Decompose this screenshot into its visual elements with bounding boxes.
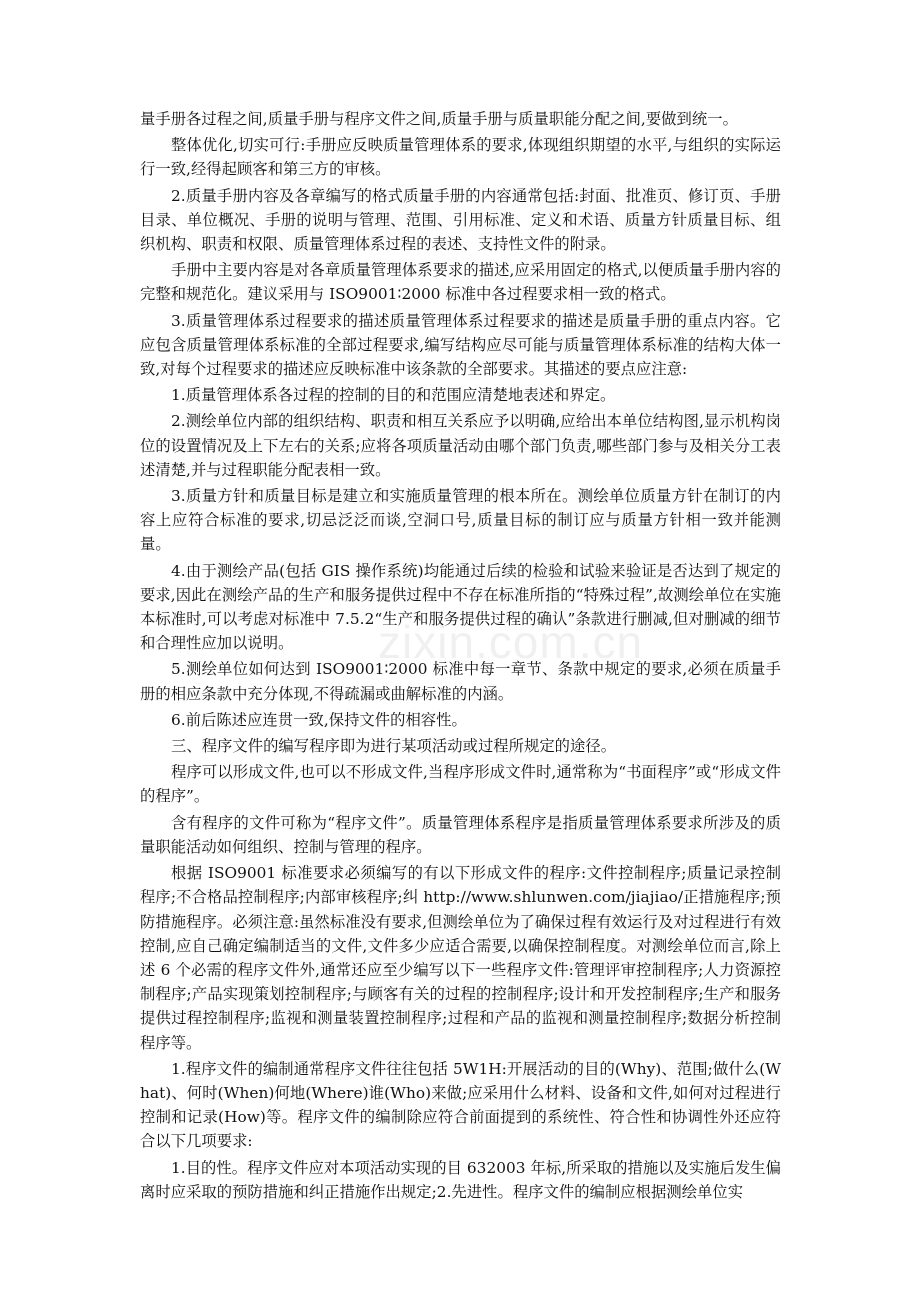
- paragraph: 含有程序的文件可称为“程序文件”。质量管理体系程序是指质量管理体系要求所涉及的质量职能活动如何组织、控制与管理的程序。: [140, 813, 781, 856]
- paragraph: 6.前后陈述应连贯一致,保持文件的相容性。: [171, 710, 467, 729]
- paragraph: 2.质量手册内容及各章编写的格式质量手册的内容通常包括:封面、批准页、修订页、手册目录、单位概况、手册的说明与管理、范围、引用标准、定义和术语、质量方针质量目标、组织机构、职责和权限、质量管理体系过程的表述、支持性文件的附录。: [140, 186, 781, 254]
- paragraph: 3.质量管理体系过程要求的描述质量管理体系过程要求的描述是质量手册的重点内容。它应包含质量管理体系标准的全部过程要求,编写结构应尽可能与质量管理体系标准的结构大体一致,对每个过程要求的描述应反映标准中该条款的全部要求。其描述的要点应注意:: [140, 311, 781, 379]
- document-body: [140, 107, 781, 1206]
- watermark: zixin.com.cn: [378, 616, 644, 668]
- paragraph: 量手册各过程之间,质量手册与程序文件之间,质量手册与质量职能分配之间,要做到统一。: [140, 110, 738, 128]
- paragraph: 根据 ISO9001 标准要求必须编写的有以下形成文件的程序:文件控制程序;质量记录控制程序;不合格品控制程序;内部审核程序;纠 http://www.shlunwen.com/jiajiao/正措施程序;预防措施程序。必须注意:虽然标准没有要求,但测绘单位为了确保过程有效运行及对过程进行有效控制,应自己确定编制适当的文件,文件多少应适合需要,以确保控制程度。对测绘单位而言,除上述 6 个必需的程序文件外,通常还应至少编写以下一些程序文件:管理评审控制程序;人力资源控制程序;产品实现策划控制程序;与顾客有关的过程的控制程序;设计和开发控制程序;生产和服务提供过程控制程序;监视和测量装置控制程序;过程和产品的监视和测量控制程序;数据分析控制程序等。: [140, 864, 781, 1052]
- paragraph: 1.质量管理体系各过程的控制的目的和范围应清楚地表述和界定。: [171, 386, 616, 405]
- section-heading: 三、程序文件的编写程序即为进行某项活动或过程所规定的途径。: [171, 737, 617, 756]
- paragraph: 3.质量方针和质量目标是建立和实施质量管理的根本所在。测绘单位质量方针在制订的内容上应符合标准的要求,切忌泛泛而谈,空洞口号,质量目标的制订应与质量方针相一致并能测量。: [140, 487, 781, 554]
- paragraph: 1.程序文件的编制通常程序文件往往包括 5W1H:开展活动的目的(Why)、范围;做什么(What)、何时(When)何地(Where)谁(Who)来做;应采用什么材料、设备和文件,如何对过程进行控制和记录(How)等。程序文件的编制除应符合前面提到的系统性、符合性和协调性外还应符合以下几项要求:: [140, 1059, 781, 1151]
- paragraph: 程序可以形成文件,也可以不形成文件,当程序形成文件时,通常称为“书面程序”或“形成文件的程序”。: [140, 763, 781, 806]
- paragraph: 4.由于测绘产品(包括 GIS 操作系统)均能通过后续的检验和试验来验证是否达到了规定的要求,因此在测绘产品的生产和服务提供过程中不存在标准所指的“特殊过程”,故测绘单位在实施本标准时,可以考虑对标准中 7.5.2“生产和服务提供过程的确认”条款进行删减,但对删减的细节和合理性应加以说明。: [140, 561, 781, 653]
- paragraph: 手册中主要内容是对各章质量管理体系要求的描述,应采用固定的格式,以便质量手册内容的完整和规范化。建议采用与 ISO9001∶2000 标准中各过程要求相一致的格式。: [140, 261, 781, 304]
- paragraph: 1.目的性。程序文件应对本项活动实现的目 632003 年标,所采取的措施以及实施后发生偏离时应采取的预防措施和纠正措施作出规定;2.先进性。程序文件的编制应根据测绘单位实: [140, 1158, 781, 1201]
- paragraph: 整体优化,切实可行:手册应反映质量管理体系的要求,体现组织期望的水平,与组织的实际运行一致,经得起顾客和第三方的审核。: [140, 136, 781, 179]
- paragraph: 2.测绘单位内部的组织结构、职责和相互关系应予以明确,应给出本单位结构图,显示机构岗位的设置情况及上下左右的关系;应将各项质量活动由哪个部门负责,哪些部门参与及相关分工表述清楚,并与过程职能分配表相一致。: [140, 412, 781, 479]
- paragraph: 5.测绘单位如何达到 ISO9001∶2000 标准中每一章节、条款中规定的要求,必须在质量手册的相应条款中充分体现,不得疏漏或曲解标准的内涵。: [140, 660, 781, 703]
